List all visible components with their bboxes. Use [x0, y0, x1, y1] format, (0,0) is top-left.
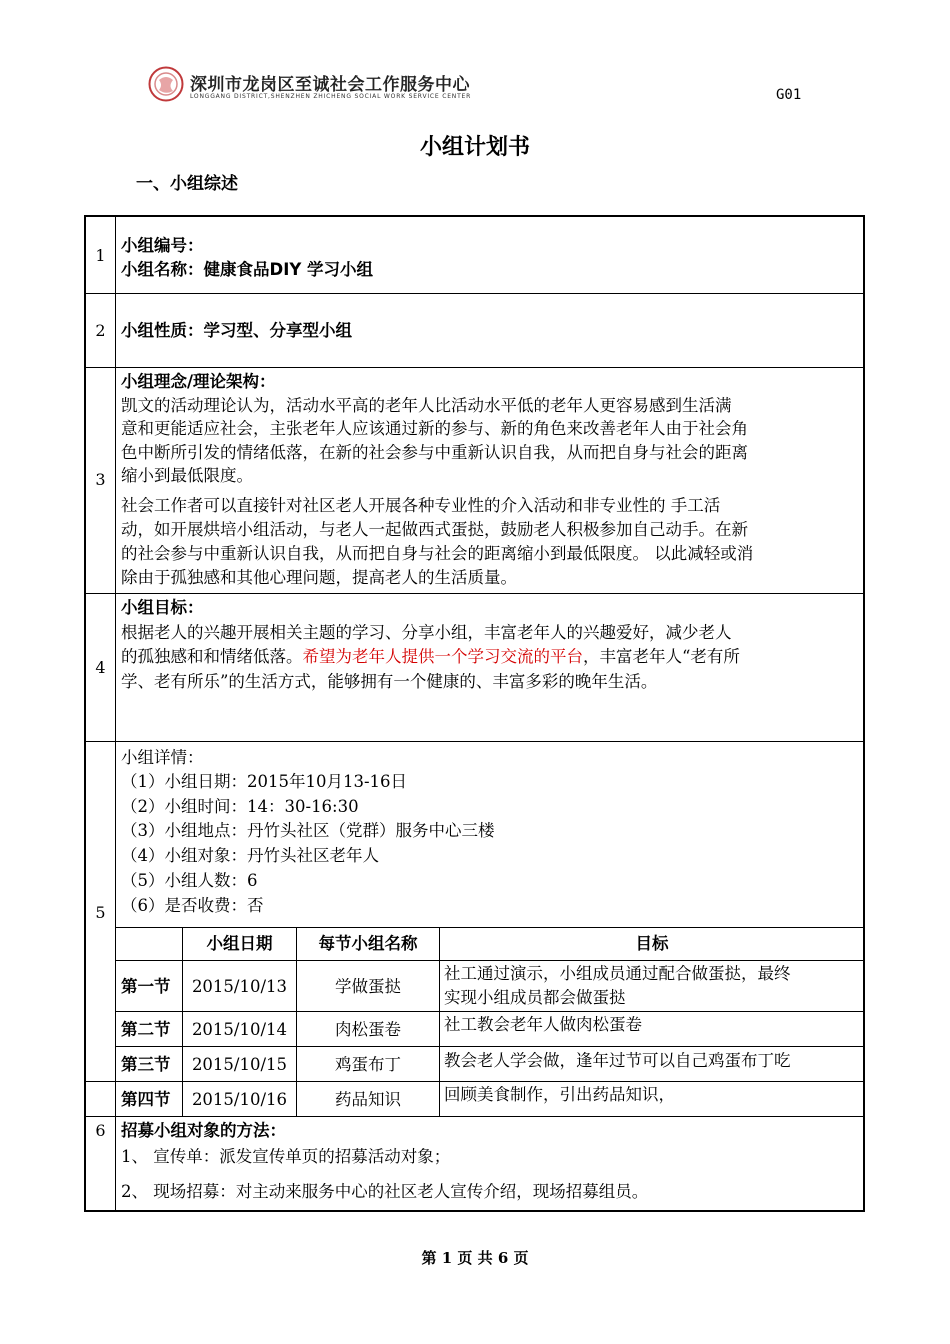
session-date: 2015/10/16 [191, 1090, 288, 1109]
row-number: 3 [95, 470, 106, 489]
theory-line: 动，如开展烘培小组活动，与老人一起做西式蛋挞，鼓励老人积极参加自己动手。在新 [121, 520, 748, 539]
session-goal: 回顾美食制作，引出药品知识， [444, 1085, 675, 1104]
detail-line: （3）小组地点：丹竹头社区（党群）服务中心三楼 [121, 821, 495, 840]
col-header-goal: 目标 [635, 934, 669, 953]
goal-text: 的孤独感和和情绪低落。 [121, 647, 303, 666]
session-name: 药品知识 [335, 1090, 401, 1109]
session-date: 2015/10/13 [191, 977, 288, 996]
col-header-name: 每节小组名称 [318, 934, 418, 953]
session-goal: 教会老人学会做，逢年过节可以自己鸡蛋布丁吃 [444, 1051, 791, 1070]
goal-heading: 小组目标： [121, 598, 204, 617]
row-number: 1 [95, 246, 106, 265]
org-logo-icon [148, 66, 184, 102]
session-table-rule [85, 1081, 864, 1082]
session-goal: 社工通过演示，小组成员通过配合做蛋挞，最终 [444, 964, 791, 983]
session-table-rule [115, 1046, 864, 1047]
row-divider [85, 293, 864, 294]
section-heading: 一、小组综述 [136, 174, 238, 194]
recruit-heading: 招募小组对象的方法： [121, 1121, 286, 1140]
group-id-label: 小组编号： [121, 236, 204, 255]
detail-line: （2）小组时间：14：30-16:30 [121, 797, 359, 816]
session-name: 学做蛋挞 [335, 977, 401, 996]
row-number: 4 [95, 658, 106, 677]
doc-code: G01 [776, 87, 802, 103]
recruit-method: 1、 宣传单：派发宣传单页的招募活动对象； [121, 1147, 451, 1166]
session-table-rule [115, 1011, 864, 1012]
detail-line: （4）小组对象：丹竹头社区老年人 [121, 846, 379, 865]
group-nature: 小组性质：学习型、分享型小组 [121, 321, 352, 340]
session-name: 鸡蛋布丁 [335, 1055, 401, 1074]
row-number: 6 [95, 1121, 106, 1140]
session-table-rule [115, 960, 864, 961]
col-header-date: 小组日期 [206, 934, 273, 953]
number-column-divider [115, 216, 116, 1211]
theory-heading: 小组理念/理论架构： [121, 372, 276, 391]
theory-line: 凯文的活动理论认为，活动水平高的老年人比活动水平低的老年人更容易感到生活满 [121, 396, 732, 415]
org-name-en: LONGGANG DISTRICT,SHENZHEN ZHICHENG SOCIAL WORK SERVICE CENTER [190, 93, 472, 100]
session-label: 第一节 [121, 977, 171, 996]
session-goal: 社工教会老年人做肉松蛋卷 [444, 1015, 642, 1034]
row-divider [85, 593, 864, 594]
theory-line: 意和更能适应社会，主张老年人应该通过新的参与、新的角色来改善老年人由于社会角 [121, 419, 748, 438]
recruit-method: 2、 现场招募：对主动来服务中心的社区老人宣传介绍，现场招募组员。 [121, 1182, 649, 1201]
row-number: 5 [95, 903, 106, 922]
row-divider [85, 367, 864, 368]
page-title: 小组计划书 [419, 135, 530, 160]
goal-text: ，丰富老年人“老有所 [583, 647, 740, 666]
session-date: 2015/10/14 [191, 1020, 288, 1039]
detail-line: （5）小组人数：6 [121, 871, 258, 890]
session-label: 第二节 [121, 1020, 171, 1039]
detail-line: （6）是否收费：否 [121, 896, 264, 915]
session-table-rule [115, 927, 864, 928]
session-name: 肉松蛋卷 [335, 1020, 401, 1039]
details-heading: 小组详情： [121, 748, 204, 767]
theory-line: 色中断所引发的情绪低落，在新的社会参与中重新认识自我，从而把自身与社会的距离 [121, 443, 748, 462]
theory-line: 缩小到最低限度。 [121, 466, 253, 485]
goal-line: 根据老人的兴趣开展相关主题的学习、分享小组，丰富老年人的兴趣爱好，减少老人 [121, 623, 732, 642]
theory-line: 的社会参与中重新认识自我，从而把自身与社会的距离缩小到最低限度。 以此减轻或消 [121, 544, 754, 563]
goal-line [121, 645, 740, 669]
session-goal: 实现小组成员都会做蛋挞 [444, 988, 626, 1007]
theory-line: 社会工作者可以直接针对社区老人开展各种专业性的介入活动和非专业性的 手工活 [121, 496, 721, 515]
group-name: 小组名称：健康食品DIY 学习小组 [121, 260, 374, 279]
goal-line: 学、老有所乐”的生活方式，能够拥有一个健康的、丰富多彩的晚年生活。 [121, 672, 658, 691]
session-label: 第四节 [121, 1090, 171, 1109]
row-divider [85, 741, 864, 742]
page-indicator: 第 1 页 共 6 页 [421, 1249, 529, 1267]
theory-line: 除由于孤独感和其他心理问题，提高老人的生活质量。 [121, 568, 517, 587]
session-date: 2015/10/15 [191, 1055, 288, 1074]
row-number: 2 [95, 321, 106, 340]
detail-line: （1）小组日期：2015年10月13-16日 [121, 772, 408, 791]
goal-highlight: 希望为老年人提供一个学习交流的平台 [302, 647, 583, 666]
session-label: 第三节 [121, 1055, 171, 1074]
org-name-cn: 深圳市龙岗区至诚社会工作服务中心 [190, 75, 470, 95]
row-divider [85, 1116, 864, 1117]
